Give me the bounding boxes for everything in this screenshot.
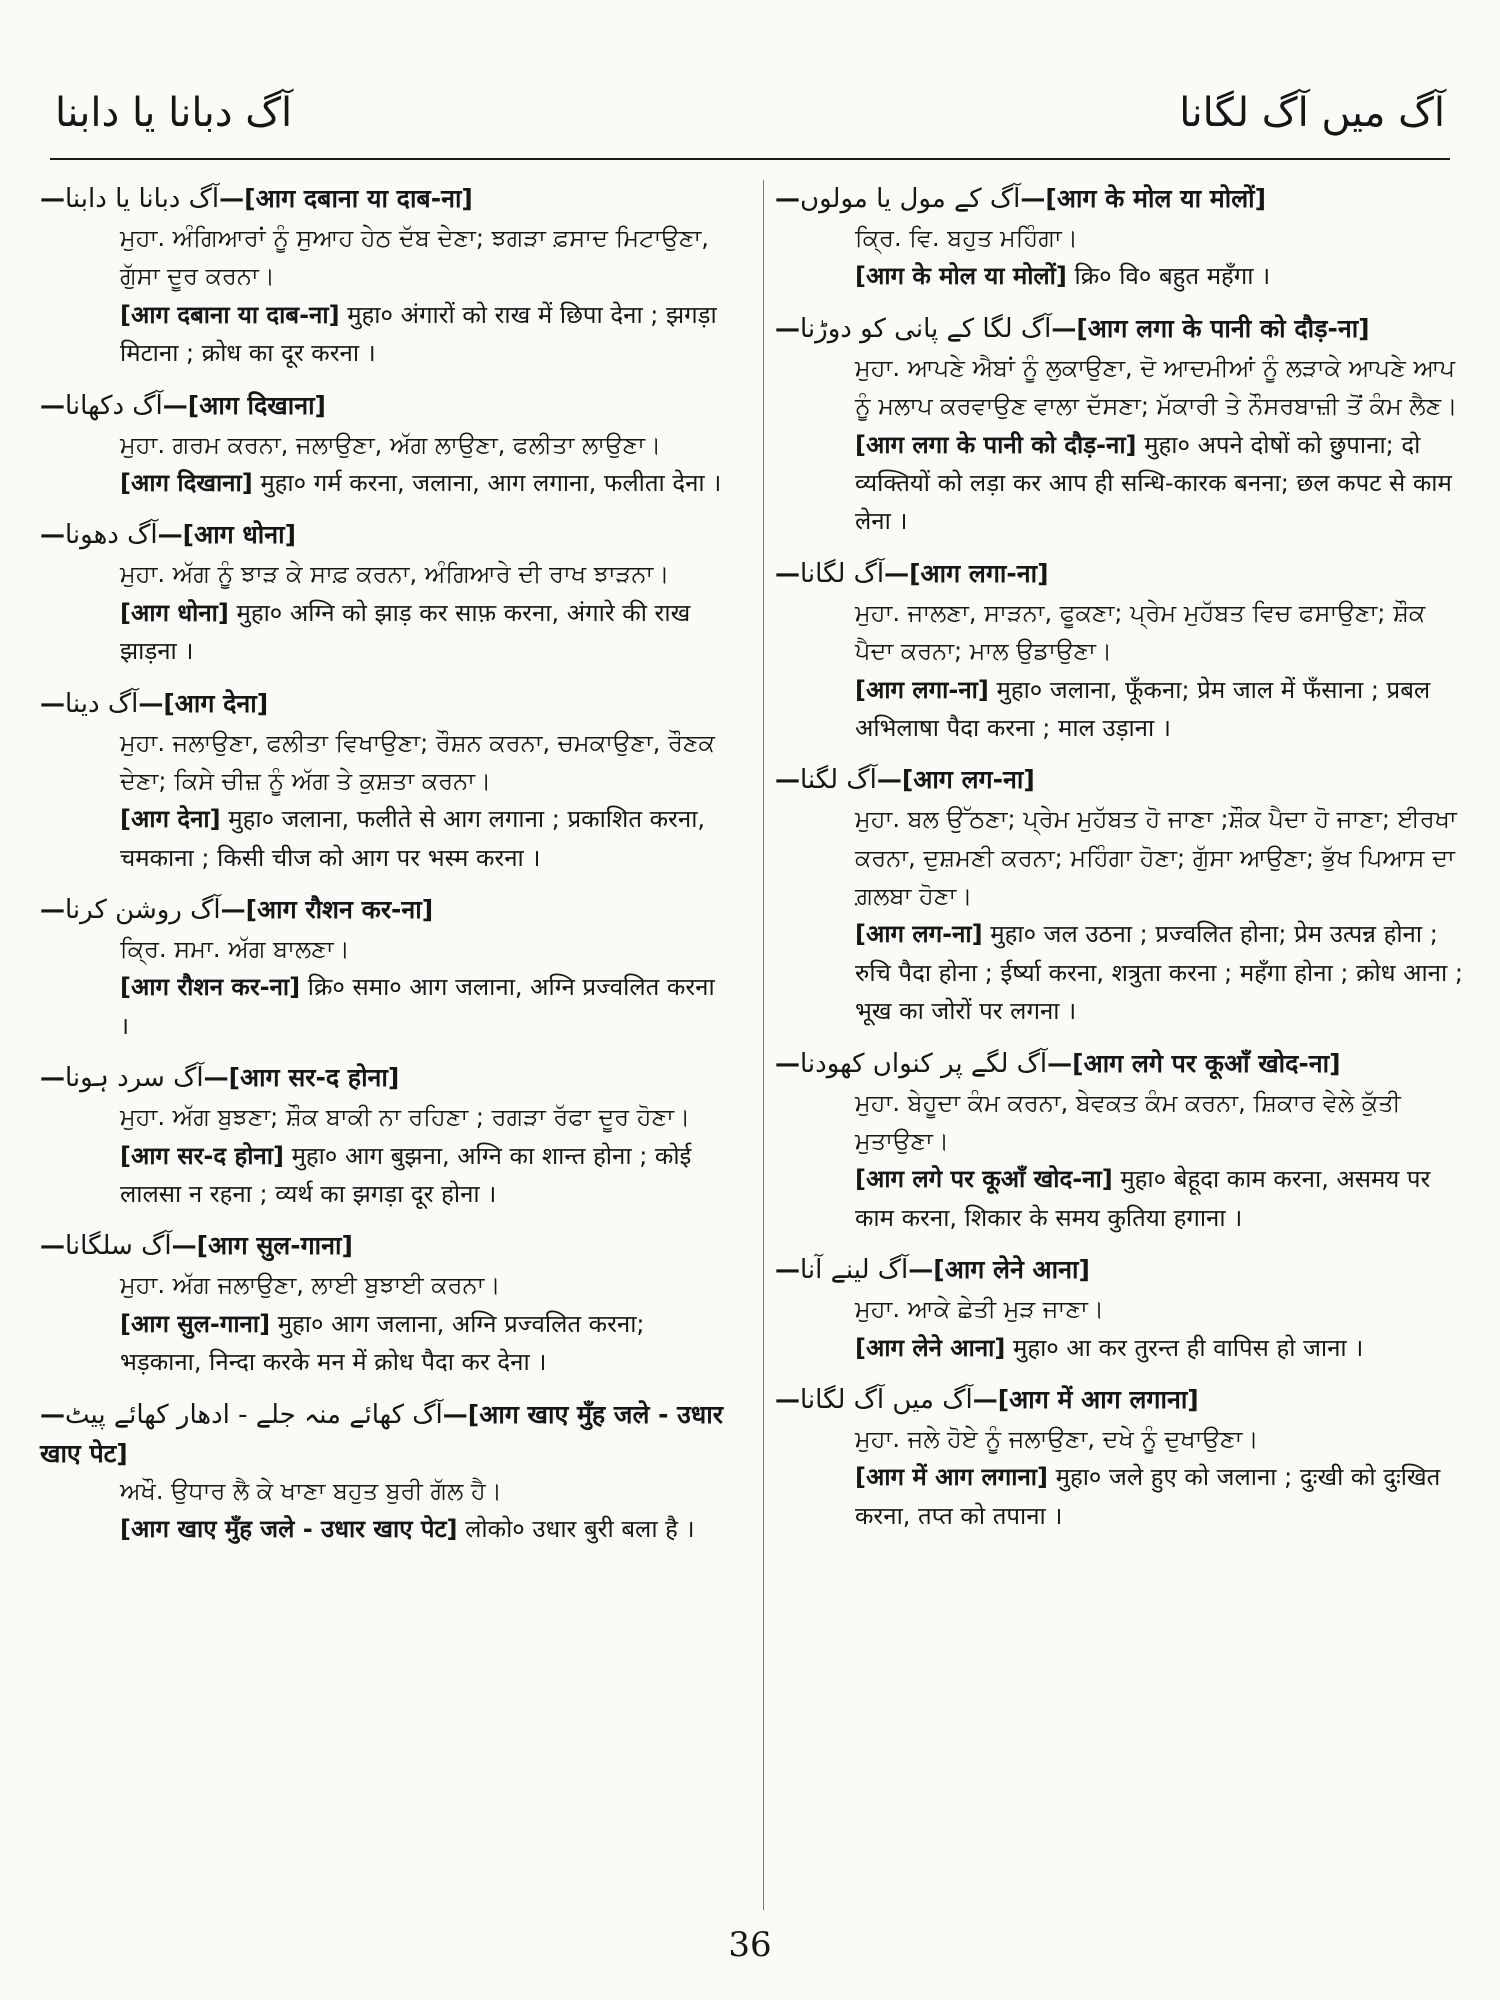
dictionary-entry — [775, 180, 1465, 296]
hindi-definition — [775, 1160, 1465, 1237]
urdu-headword: آگ دکھانا — [65, 390, 163, 421]
devanagari-headword: [आग सर-द होना] — [228, 1063, 400, 1093]
punjabi-definition: ਮੁਹਾ. ਅੱਗ ਨੂੰ ਝਾੜ ਕੇ ਸਾਫ਼ ਕਰਨਾ, ਅੰਗਿਆਰੇ ਦੀ ਰਾਖ ਝਾੜਨਾ। — [120, 560, 670, 589]
devanagari-headword: [आग लगा के पानी को दौड़-ना] — [1076, 313, 1370, 343]
dictionary-entry — [40, 387, 730, 503]
entry-heading: —آگ روشن کرنا—[आग रौशन कर-ना] — [40, 895, 434, 926]
hindi-text: मुहा० जलाना, फूँकना; प्रेम जाल में फँसाना ; प्रबल अभिलाषा पैदा करना ; माल उड़ाना । — [855, 675, 1431, 742]
urdu-headword: آگ لینے آنا — [800, 1255, 909, 1286]
devanagari-headword: [आग दबाना या दाब-ना] — [244, 184, 473, 213]
hindi-text: मुहा० आ कर तुरन्त ही वापिस हो जाना । — [1013, 1333, 1364, 1362]
running-head-left: آگ دبانا یا دابنا — [55, 90, 293, 136]
hindi-headword: [आग के मोल या मोलों] — [855, 262, 1067, 291]
devanagari-headword: [आग रौशन कर-ना] — [245, 895, 434, 925]
left-column — [40, 180, 730, 1563]
entry-heading: —آگ دینا—[आग देना] — [40, 688, 269, 719]
urdu-headword: آگ لگے پر کنواں کھودنا — [800, 1048, 1048, 1079]
dictionary-entry — [775, 761, 1465, 1030]
dictionary-entry — [40, 685, 730, 878]
hindi-text: मुहा० जले हुए को जलाना ; दुःखी को दुःखित करना, तप्त को तपाना । — [855, 1463, 1441, 1530]
hindi-definition — [40, 1305, 730, 1382]
hindi-definition — [40, 296, 730, 373]
entry-heading: —آگ دبانا یا دابنا—[आग दबाना या दाब-ना] — [40, 184, 473, 214]
hindi-definition — [775, 257, 1465, 295]
hindi-text: मुहा० आग बुझना, अग्नि का शान्त होना ; कोई लालसा न रहना ; व्यर्थ का झगड़ा दूर होना । — [120, 1141, 692, 1209]
punjabi-definition: ਮੁਹਾ. ਜਾਲਣਾ, ਸਾੜਨਾ, ਫੂਕਣਾ; ਪ੍ਰੇਮ ਮੁਹੱਬਤ ਵਿਚ ਫਸਾਉਣਾ; ਸ਼ੌਕ ਪੈਦਾ ਕਰਨਾ; ਮਾਲ ਉਡਾਉਣਾ। — [855, 598, 1426, 666]
dictionary-entry — [40, 891, 730, 1045]
hindi-headword: [आग खाए मुँह जले - उधार खाए पेट] — [120, 1515, 458, 1544]
hindi-text: मुहा० अपने दोषों को छुपाना; दो व्यक्तियों को लड़ा कर आप ही सन्धि-कारक बनना; छल कपट से काम लेना । — [855, 430, 1452, 536]
devanagari-headword: [आग दिखाना] — [187, 390, 326, 420]
hindi-definition — [40, 1510, 730, 1548]
entry-heading: —آگ کھائے منہ جلے - ادھار کھائے پیٹ—[आग खाए मुँह जले - उधार खाए पेट] — [40, 1399, 723, 1468]
entry-heading: —آگ لگا کے پانی کو دوڑنا—[आग लगा के पानी को दौड़-ना] — [775, 313, 1370, 344]
hindi-definition — [40, 594, 730, 671]
urdu-headword: آگ لگانا — [800, 558, 885, 589]
hindi-headword: [आग लगे पर कूआँ खोद-ना] — [855, 1165, 1113, 1194]
hindi-definition — [775, 426, 1465, 541]
urdu-headword: آگ دینا — [65, 688, 139, 719]
hindi-headword: [आग धोना] — [120, 598, 229, 627]
hindi-definition — [40, 1137, 730, 1214]
devanagari-headword: [आग सुल-गाना] — [196, 1231, 353, 1261]
hindi-definition — [775, 1329, 1465, 1367]
hindi-headword: [आग सर-द होना] — [120, 1141, 284, 1170]
entry-heading: —آگ سرد ہونا—[आग सर-द होना] — [40, 1063, 400, 1094]
urdu-headword: آگ دھونا — [65, 520, 158, 551]
urdu-headword: آگ لگا کے پانی کو دوڑنا — [800, 313, 1052, 344]
entry-heading: —آگ لگانا—[आग लगा-ना] — [775, 558, 1049, 589]
hindi-text: मुहा० आग जलाना, अग्नि प्रज्वलित करना; भड़काना, निन्दा करके मन में क्रोध पैदा कर देना । — [120, 1309, 645, 1377]
devanagari-headword: [आग लगा-ना] — [909, 558, 1049, 588]
hindi-headword: [आग दिखाना] — [120, 468, 253, 497]
hindi-definition — [775, 1458, 1465, 1535]
hindi-definition — [40, 464, 730, 502]
hindi-text: क्रि० वि० बहुत महँगा । — [1074, 262, 1271, 291]
entry-heading: —آگ لینے آنا—[आग लेने आना] — [775, 1255, 1090, 1286]
hindi-definition — [775, 671, 1465, 748]
running-head-right: آگ میں آگ لگانا — [1179, 90, 1445, 136]
devanagari-headword: [आग खाए मुँह जले - उधार खाए पेट] — [40, 1399, 723, 1468]
entry-heading: —آگ دکھانا—[आग दिखाना] — [40, 390, 326, 421]
punjabi-definition: ਮੁਹਾ. ਬਲ ਉੱਠਣਾ; ਪ੍ਰੇਮ ਮੁਹੱਬਤ ਹੋ ਜਾਣਾ ;ਸ਼ੌਕ ਪੈਦਾ ਹੋ ਜਾਣਾ; ਈਰਖਾ ਕਰਨਾ, ਦੁਸ਼ਮਣੀ ਕਰਨਾ; ਮਹਿੰਗਾ ਹੋਣਾ; ਗੁੱਸਾ ਆਉਣਾ; ਭੁੱਖ ਪਿਆਸ ਦਾ ਗ਼ਲਬਾ ਹੋਣਾ। — [855, 805, 1457, 911]
urdu-headword: آگ کھائے منہ جلے - ادھار کھائے پیٹ — [65, 1399, 443, 1430]
hindi-headword: [आग रौशन कर-ना] — [120, 973, 301, 1002]
hindi-definition — [40, 968, 730, 1045]
hindi-headword: [आग लेने आना] — [855, 1333, 1006, 1362]
dictionary-entry — [775, 1381, 1465, 1535]
hindi-definition — [40, 800, 730, 877]
punjabi-definition: ਮੁਹਾ. ਅੱਗ ਬੁਝਣਾ; ਸ਼ੌਕ ਬਾਕੀ ਨਾ ਰਹਿਣਾ ; ਰਗੜਾ ਰੱਫਾ ਦੂਰ ਹੋਣਾ। — [120, 1103, 691, 1132]
dictionary-entry — [775, 1251, 1465, 1367]
page-header — [40, 90, 1460, 160]
dictionary-entry — [40, 516, 730, 670]
dictionary-entry — [40, 180, 730, 373]
hindi-headword: [आग में आग लगाना] — [855, 1463, 1048, 1492]
urdu-headword: آگ روشن کرنا — [65, 895, 221, 926]
devanagari-headword: [आग के मोल या मोलों] — [1045, 184, 1267, 213]
punjabi-definition: ਮੁਹਾ. ਆਕੇ ਛੇਤੀ ਮੁੜ ਜਾਣਾ। — [855, 1295, 1105, 1324]
page-number: 36 — [728, 1925, 772, 1965]
urdu-headword: آگ سرد ہونا — [65, 1063, 204, 1094]
urdu-headword: آگ میں آگ لگانا — [800, 1384, 973, 1415]
devanagari-headword: [आग धोना] — [182, 520, 297, 550]
urdu-headword: آگ دبانا یا دابنا — [65, 184, 220, 214]
devanagari-headword: [आग लग-ना] — [901, 765, 1035, 795]
entry-heading: —آگ لگے پر کنواں کھودنا—[आग लगे पर कूआँ खोद-ना] — [775, 1048, 1341, 1079]
urdu-headword: آگ لگنا — [800, 765, 877, 796]
devanagari-headword: [आग में आग लगाना] — [997, 1384, 1199, 1414]
dictionary-entry — [40, 1059, 730, 1213]
dictionary-entry — [775, 1045, 1465, 1238]
dictionary-entry — [775, 555, 1465, 748]
hindi-text: लोको० उधार बुरी बला है । — [465, 1515, 695, 1544]
entry-heading: —آگ میں آگ لگانا—[आग में आग लगाना] — [775, 1384, 1199, 1415]
hindi-text: मुहा० अग्नि को झाड़ कर साफ़ करना, अंगारे की राख झाड़ना । — [120, 598, 691, 666]
dictionary-entry — [775, 310, 1465, 541]
hindi-headword: [आग लग-ना] — [855, 920, 983, 949]
hindi-definition — [775, 915, 1465, 1030]
dictionary-entry — [40, 1227, 730, 1381]
entry-heading: —آگ لگنا—[आग लग-ना] — [775, 765, 1035, 796]
right-column — [775, 180, 1465, 1549]
punjabi-definition: ਮੁਹਾ. ਜਲੇ ਹੋਏ ਨੂੰ ਜਲਾਉਣਾ, ਦਖੇ ਨੂੰ ਦੁਖਾਉਣਾ। — [855, 1424, 1259, 1453]
hindi-headword: [आग लगा के पानी को दौड़-ना] — [855, 430, 1137, 459]
entry-heading: —آگ کے مول یا مولوں—[आग के मोल या मोलों] — [775, 184, 1267, 214]
hindi-text: मुहा० जल उठना ; प्रज्वलित होना; प्रेम उत्पन्न होना ; रुचि पैदा होना ; ईर्ष्या करना, शत्रुता करना ; महँगा होना ; क्रोध आना ; भूख का जोरों पर लगना । — [855, 920, 1463, 1026]
hindi-headword: [आग लगा-ना] — [855, 675, 989, 704]
punjabi-definition: ਅਖੌ. ਉਧਾਰ ਲੈ ਕੇ ਖਾਣਾ ਬਹੁਤ ਬੁਰੀ ਗੱਲ ਹੈ। — [120, 1477, 502, 1506]
hindi-text: मुहा० गर्म करना, जलाना, आग लगाना, फलीता देना । — [260, 468, 722, 497]
hindi-text: क्रि० समा० आग जलाना, अग्नि प्रज्वलित करना । — [120, 973, 715, 1040]
punjabi-definition: ਮੁਹਾ. ਅੰਗਿਆਰਾਂ ਨੂੰ ਸੁਆਹ ਹੇਠ ਦੱਬ ਦੇਣਾ; ਝਗੜਾ ਫ਼ਸਾਦ ਮਿਟਾਉਣਾ, ਗੁੱਸਾ ਦੂਰ ਕਰਨਾ। — [120, 224, 709, 291]
punjabi-definition: ਕ੍ਰਿ. ਵਿ. ਬਹੁਤ ਮਹਿੰਗਾ। — [855, 224, 1078, 252]
dictionary-entry — [40, 1396, 730, 1549]
punjabi-definition: ਮੁਹਾ. ਆਪਣੇ ਐਬਾਂ ਨੂੰ ਲੁਕਾਉਣਾ, ਦੋ ਆਦਮੀਆਂ ਨੂੰ ਲੜਾਕੇ ਆਪਣੇ ਆਪ ਨੂੰ ਮਲਾਪ ਕਰਵਾਉਣ ਵਾਲਾ ਦੱਸਣਾ; ਮੱਕਾਰੀ ਤੇ ਨੌਸਰਬਾਜ਼ੀ ਤੋਂ ਕੰਮ ਲੈਣ। — [855, 353, 1458, 421]
hindi-text: मुहा० जलाना, फलीते से आग लगाना ; प्रकाशित करना, चमकाना ; किसी चीज को आग पर भस्म करना । — [120, 805, 706, 872]
devanagari-headword: [आग देना] — [163, 688, 269, 718]
entry-heading: —آگ دھونا—[आग धोना] — [40, 520, 297, 551]
punjabi-definition: ਮੁਹਾ. ਜਲਾਉਣਾ, ਫਲੀਤਾ ਵਿਖਾਉਣਾ; ਰੌਸ਼ਨ ਕਰਨਾ, ਚਮਕਾਉਣਾ, ਰੌਣਕ ਦੇਣਾ; ਕਿਸੇ ਚੀਜ਼ ਨੂੰ ਅੱਗ ਤੇ ਕੁਸ਼ਤਾ ਕਰਨਾ। — [120, 728, 715, 795]
header-rule — [50, 158, 1450, 160]
column-divider — [763, 180, 764, 1910]
devanagari-headword: [आग लगे पर कूआँ खोद-ना] — [1072, 1048, 1341, 1078]
urdu-headword: آگ سلگانا — [65, 1231, 172, 1262]
hindi-text: मुहा० अंगारों को राख में छिपा देना ; झगड़ा मिटाना ; क्रोध का दूर करना । — [120, 300, 717, 368]
hindi-headword: [आग सुल-गाना] — [120, 1309, 271, 1338]
punjabi-definition: ਕ੍ਰਿ. ਸਮਾ. ਅੱਗ ਬਾਲਣਾ। — [120, 935, 350, 964]
entry-heading: —آگ سلگانا—[आग सुल-गाना] — [40, 1231, 353, 1262]
punjabi-definition: ਮੁਹਾ. ਅੱਗ ਜਲਾਉਣਾ, ਲਾਈ ਬੁਝਾਈ ਕਰਨਾ। — [120, 1271, 501, 1300]
urdu-headword: آگ کے مول یا مولوں — [800, 184, 1021, 214]
hindi-text: मुहा० बेहूदा काम करना, असमय पर काम करना, शिकार के समय कुतिया हगाना । — [855, 1165, 1431, 1232]
hindi-headword: [आग देना] — [120, 805, 221, 834]
devanagari-headword: [आग लेने आना] — [933, 1255, 1090, 1285]
punjabi-definition: ਮੁਹਾ. ਬੇਹੂਦਾ ਕੰਮ ਕਰਨਾ, ਬੇਵਕਤ ਕੰਮ ਕਰਨਾ, ਸ਼ਿਕਾਰ ਵੇਲੇ ਕੁੱਤੀ ਮੁਤਾਉਣਾ। — [855, 1088, 1401, 1156]
hindi-headword: [आग दबाना या दाब-ना] — [120, 300, 340, 329]
punjabi-definition: ਮੁਹਾ. ਗਰਮ ਕਰਨਾ, ਜਲਾਉਣਾ, ਅੱਗ ਲਾਉਣਾ, ਫਲੀਤਾ ਲਾਉਣਾ। — [120, 430, 662, 459]
